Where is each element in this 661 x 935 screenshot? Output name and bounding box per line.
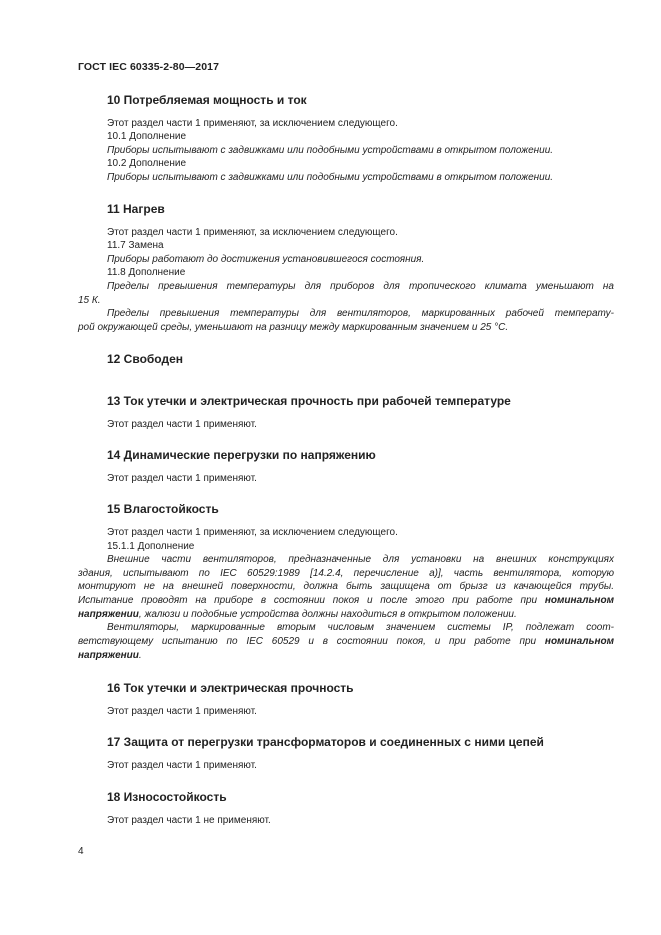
section-13-text: Этот раздел части 1 применяют. <box>107 419 257 430</box>
section-15-para1-line5-text: , жалюзи и подобные устройства должны находиться в открытом положении. <box>138 609 517 620</box>
section-17-text: Этот раздел части 1 применяют. <box>107 760 257 771</box>
section-16-text: Этот раздел части 1 применяют. <box>107 706 257 717</box>
section-11-8-label: 11.8 Дополнение <box>107 267 186 278</box>
section-15-heading: 15 Влагостойкость <box>107 502 219 516</box>
section-18-heading: 18 Износостойкость <box>107 790 227 804</box>
section-10-2-label: 10.2 Дополнение <box>107 158 187 169</box>
section-10-2-text: Приборы испытывают с задвижками или подобными устройствами в открытом положении. <box>107 172 554 183</box>
section-11-8-para2-line2: рой окружающей среды, уменьшают на разницу между маркированным значением и 25 °С. <box>78 322 509 333</box>
section-15-para1-line4-text: Испытание проводят на приборе в состоянии покоя и после этого при работе при <box>78 595 538 606</box>
section-15-1-1-label: 15.1.1 Дополнение <box>107 541 195 552</box>
section-11-7-label: 11.7 Замена <box>107 240 164 251</box>
section-13-heading: 13 Ток утечки и электрическая прочность при рабочей температуре <box>107 394 511 408</box>
section-16-heading: 16 Ток утечки и электрическая прочность <box>107 681 354 695</box>
section-11-8-para1-line1: Пределы превышения температуры для приборов для тропического климата уменьшают на <box>107 281 614 292</box>
section-15-para1-line3: монтируют не на внешней поверхности, должна быть защищена от брызг из качающейся трубы. <box>78 581 614 592</box>
term-rated-voltage-part2: напряжении <box>78 609 139 620</box>
section-15-intro: Этот раздел части 1 применяют, за исключением следующего. <box>107 527 398 538</box>
section-11-8-para1-line2: 15 К. <box>78 295 101 306</box>
section-15-para2-line3-text: . <box>138 650 142 661</box>
section-15-para1-line5 <box>78 609 517 620</box>
document-header: ГОСТ IEC 60335-2-80—2017 <box>78 61 220 73</box>
section-10-heading: 10 Потребляемая мощность и ток <box>107 93 307 107</box>
section-15-para1-line2: здания, испытывают по IEC 60529:1989 [14.2.4, перечисление а)], часть вентилятора, которую <box>78 568 614 579</box>
section-11-heading: 11 Нагрев <box>107 202 165 216</box>
section-10-intro: Этот раздел части 1 применяют, за исключением следующего. <box>107 118 398 129</box>
section-11-7-text: Приборы работают до достижения установившегося состояния. <box>107 254 425 265</box>
section-15-para1-line4 <box>78 595 614 606</box>
page-number: 4 <box>78 846 84 857</box>
section-12-heading: 12 Свободен <box>107 352 184 366</box>
term-rated-voltage-part3: номинальном <box>544 636 614 647</box>
section-14-text: Этот раздел части 1 применяют. <box>107 473 257 484</box>
section-10-1-label: 10.1 Дополнение <box>107 131 187 142</box>
section-17-heading: 17 Защита от перегрузки трансформаторов и соединенных с ними цепей <box>107 735 544 749</box>
term-rated-voltage-part1: номинальном <box>544 595 614 606</box>
section-15-para2-line3 <box>78 650 142 661</box>
section-15-para2-line2 <box>78 636 614 647</box>
section-11-8-para2-line1: Пределы превышения температуры для вентиляторов, маркированных рабочей температу- <box>107 308 614 319</box>
section-15-para2-line1: Вентиляторы, маркированные вторым числовым значением системы IP, подлежат соот- <box>107 622 614 633</box>
section-15-para2-line2-text: ветствующему испытанию по IEC 60529 и в состоянии покоя, и при работе при <box>78 636 537 647</box>
section-15-para1-line1: Внешние части вентиляторов, предназначенные для установки на внешних конструкциях <box>107 554 614 565</box>
section-14-heading: 14 Динамические перегрузки по напряжению <box>107 448 376 462</box>
section-11-intro: Этот раздел части 1 применяют, за исключением следующего. <box>107 227 398 238</box>
section-10-1-text: Приборы испытывают с задвижками или подобными устройствами в открытом положении. <box>107 145 554 156</box>
term-rated-voltage-part4: напряжении <box>78 650 139 661</box>
section-18-text: Этот раздел части 1 не применяют. <box>107 815 271 826</box>
